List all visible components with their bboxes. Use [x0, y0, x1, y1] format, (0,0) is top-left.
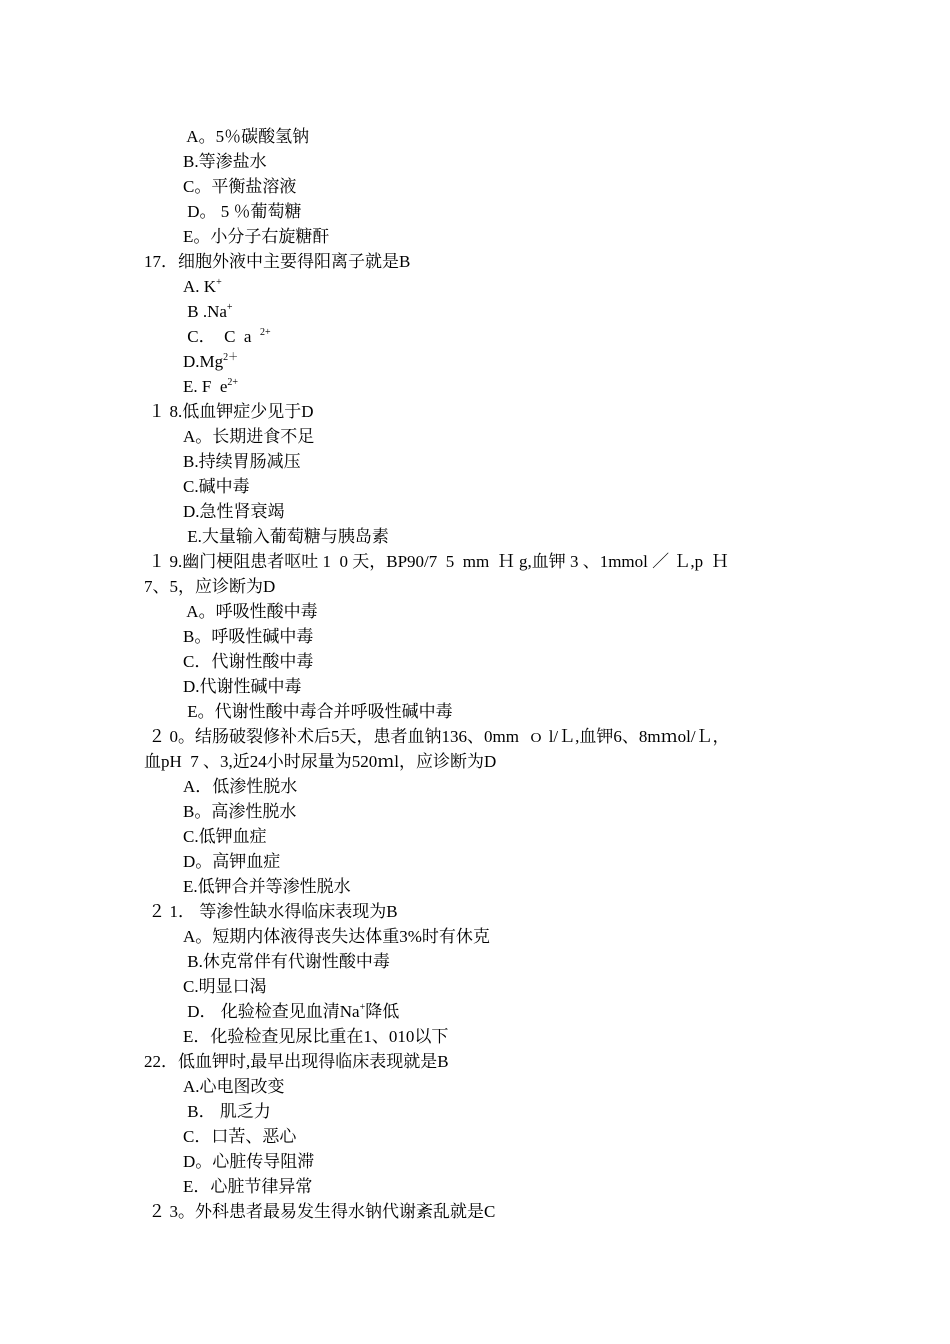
option-17d: $D.Mg^{2+}$ [183, 352, 239, 371]
question-20-cont: 血pH 7 、3,近24小时尿量为520ｍl，应诊断为D [144, 752, 497, 771]
option-17b: B .Na+ [183, 302, 233, 321]
question-18: １ 8.低血钾症少见于D [144, 402, 314, 421]
question-22: 22．低血钾时,最早出现得临床表现就是B [144, 1052, 449, 1071]
option-21d: D． 化验检查见血清Na+降低 [183, 1002, 400, 1021]
option-20b: B。高渗性脱水 [183, 802, 297, 821]
option-16b: B.等渗盐水 [183, 152, 267, 171]
option-21c: C.明显口渴 [183, 977, 267, 996]
option-17e: E. F $e^{2+}$ [183, 377, 239, 396]
option-18a: A。长期进食不足 [183, 427, 315, 446]
option-20e: E.低钾合并等渗性脱水 [183, 877, 351, 896]
question-19: １ 9.幽门梗阻患者呕吐 1 0 天，BP90/7 5 mm Ｈ g,血钾 3 、1mmol ／ Ｌ,p Ｈ [144, 552, 729, 571]
option-18c: C.碱中毒 [183, 477, 250, 496]
option-20a: A．低渗性脱水 [183, 777, 298, 796]
option-16e: E。小分子右旋糖酐 [183, 227, 330, 246]
option-19d: D.代谢性碱中毒 [183, 677, 302, 696]
option-20d: D。高钾血症 [183, 852, 281, 871]
option-21e: E．化验检查见尿比重在1、010以下 [183, 1027, 449, 1046]
question-23: ２ 3。外科患者最易发生得水钠代谢紊乱就是C [144, 1202, 496, 1221]
question-20: ２ 0。结肠破裂修补术后5天，患者血钠136、0mm ｏ l/Ｌ,血钾6、8mｍol/Ｌ， [144, 727, 730, 746]
option-22a: A.心电图改变 [183, 1077, 285, 1096]
option-16d: D。 5 ％葡萄糖 [183, 202, 302, 221]
option-19a: A。呼吸性酸中毒 [183, 602, 318, 621]
question-21: ２ 1． 等渗性缺水得临床表现为B [144, 902, 398, 921]
option-21b: B.休克常伴有代谢性酸中毒 [183, 952, 390, 971]
option-18e: E.大量输入葡萄糖与胰岛素 [183, 527, 389, 546]
question-17: 17．细胞外液中主要得阳离子就是B [144, 252, 411, 271]
option-20c: C.低钾血症 [183, 827, 267, 846]
question-19-cont: 7、5，应诊断为D [144, 577, 276, 596]
option-22e: E．心脏节律异常 [183, 1177, 313, 1196]
option-17c: C． C a $^{2+}$ [183, 327, 271, 346]
option-21a: A。短期内体液得丧失达体重3%时有休克 [183, 927, 490, 946]
option-16c: C。平衡盐溶液 [183, 177, 297, 196]
option-22b: B． 肌乏力 [183, 1102, 271, 1121]
option-17a: A. K+ [183, 277, 222, 296]
option-18d: D.急性肾衰竭 [183, 502, 285, 521]
option-22d: D。心脏传导阻滞 [183, 1152, 315, 1171]
option-19b: B。呼吸性碱中毒 [183, 627, 314, 646]
option-16a: A。5％碳酸氢钠 [183, 127, 310, 146]
option-18b: B.持续胃肠减压 [183, 452, 301, 471]
option-19e: E。代谢性酸中毒合并呼吸性碱中毒 [183, 702, 453, 721]
option-19c: C．代谢性酸中毒 [183, 652, 314, 671]
option-22c: C．口苦、恶心 [183, 1127, 297, 1146]
